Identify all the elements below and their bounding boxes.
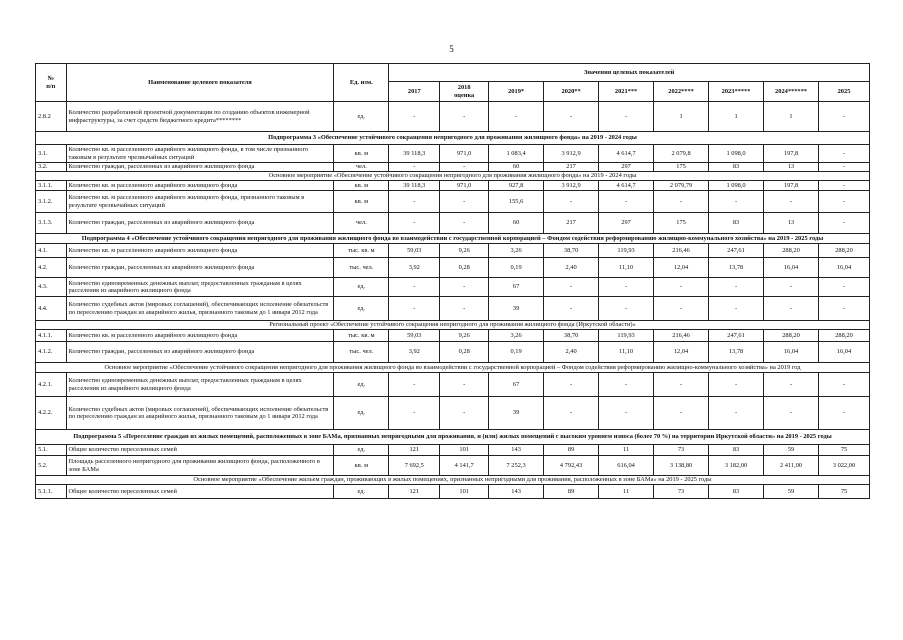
- value-cell: 217: [544, 213, 599, 234]
- value-cell: -: [819, 213, 870, 234]
- table-row: [36, 330, 870, 342]
- value-cell: 0,19: [489, 258, 544, 278]
- value-cell: 67: [489, 278, 544, 297]
- value-cell: -: [599, 102, 654, 132]
- value-cell: 7 252,3: [489, 456, 544, 476]
- value-cell: 1 083,4: [489, 145, 544, 163]
- row-number: 4.1.1.: [36, 330, 67, 342]
- value-cell: -: [489, 102, 544, 132]
- value-cell: 1: [764, 102, 819, 132]
- table-row: [36, 145, 870, 163]
- table-row: [36, 213, 870, 234]
- header-year: 2022****: [654, 82, 709, 102]
- indicator-name: Количество единовременных денежных выплат, предоставленных гражданам в целях расселения из аварийного жилищного фонда: [66, 278, 334, 297]
- value-cell: 83: [709, 213, 764, 234]
- value-cell: 39 118,3: [389, 145, 440, 163]
- value-cell: 4 614,7: [599, 181, 654, 191]
- value-cell: -: [764, 373, 819, 397]
- subprogram-title: Подпрограмма 3 «Обеспечение устойчивого сокращения непригодного для проживания жилищного фонда» на 2019 - 2024 годы: [36, 132, 870, 145]
- header-unit: Ед. изм.: [334, 64, 389, 102]
- value-cell: 2 079,8: [654, 145, 709, 163]
- value-cell: -: [819, 297, 870, 321]
- indicator-name: Количество кв. м расселенного аварийного жилищного фонда, признанного таковым в результате чрезвычайных ситуаций: [66, 191, 334, 213]
- value-cell: -: [544, 278, 599, 297]
- row-number: 5.2.: [36, 456, 67, 476]
- value-cell: 3,26: [489, 244, 544, 258]
- table-row: [36, 102, 870, 132]
- row-number: 3.2.: [36, 163, 67, 172]
- indicator-name: Количество граждан, расселенных из аварийного жилищного фонда: [66, 213, 334, 234]
- value-cell: 3 182,00: [709, 456, 764, 476]
- value-cell: 297: [599, 163, 654, 172]
- header-year: 2018 оценка: [440, 82, 489, 102]
- table-header: [36, 64, 870, 102]
- value-cell: 216,46: [654, 244, 709, 258]
- value-cell: 971,0: [440, 145, 489, 163]
- value-cell: -: [819, 181, 870, 191]
- table-row: [36, 297, 870, 321]
- header-indicator-name: Наименование целевого показателя: [66, 64, 334, 102]
- value-cell: 288,20: [764, 244, 819, 258]
- unit-cell: ед.: [334, 102, 389, 132]
- value-cell: 175: [654, 163, 709, 172]
- value-cell: 16,04: [819, 258, 870, 278]
- value-cell: 143: [489, 485, 544, 499]
- value-cell: 12,04: [654, 342, 709, 363]
- value-cell: 217: [544, 163, 599, 172]
- activity-row: [36, 363, 870, 373]
- value-cell: 3,26: [489, 330, 544, 342]
- value-cell: 288,20: [819, 244, 870, 258]
- value-cell: 11,10: [599, 342, 654, 363]
- value-cell: 3 138,80: [654, 456, 709, 476]
- unit-cell: ед.: [334, 397, 389, 430]
- value-cell: -: [709, 297, 764, 321]
- value-cell: 59: [764, 445, 819, 456]
- row-number: 4.2.1.: [36, 373, 67, 397]
- value-cell: -: [389, 278, 440, 297]
- value-cell: 119,93: [599, 244, 654, 258]
- table-row: [36, 342, 870, 363]
- value-cell: 60: [489, 163, 544, 172]
- row-number: 4.2.: [36, 258, 67, 278]
- indicator-name: Площадь расселенного непригодного для проживания жилищного фонда, расположенного в зоне БАМа: [66, 456, 334, 476]
- table-row: [36, 258, 870, 278]
- header-values-title: Значения целевых показателей: [389, 64, 870, 82]
- table-row: [36, 244, 870, 258]
- value-cell: -: [819, 191, 870, 213]
- unit-cell: чел.: [334, 213, 389, 234]
- value-cell: -: [440, 213, 489, 234]
- value-cell: 38,70: [544, 330, 599, 342]
- subprogram-row: [36, 430, 870, 445]
- value-cell: -: [440, 163, 489, 172]
- value-cell: 121: [389, 445, 440, 456]
- unit-cell: кв. м: [334, 191, 389, 213]
- value-cell: 175: [654, 213, 709, 234]
- value-cell: 2 079,79: [654, 181, 709, 191]
- value-cell: -: [389, 213, 440, 234]
- row-number: 4.1.2.: [36, 342, 67, 363]
- header-year: 2021***: [599, 82, 654, 102]
- value-cell: 59,03: [389, 244, 440, 258]
- row-number: 4.3.: [36, 278, 67, 297]
- value-cell: 0,19: [489, 342, 544, 363]
- value-cell: -: [654, 278, 709, 297]
- value-cell: 59,03: [389, 330, 440, 342]
- row-number: 5.1.1.: [36, 485, 67, 499]
- value-cell: 89: [544, 485, 599, 499]
- value-cell: 216,46: [654, 330, 709, 342]
- value-cell: -: [764, 278, 819, 297]
- indicator-name: Количество граждан, расселенных из аварийного жилищного фонда: [66, 163, 334, 172]
- subprogram-row: [36, 132, 870, 145]
- unit-cell: ед.: [334, 278, 389, 297]
- value-cell: 16,04: [764, 342, 819, 363]
- row-number: 4.1.: [36, 244, 67, 258]
- value-cell: 3 912,9: [544, 181, 599, 191]
- value-cell: -: [440, 278, 489, 297]
- value-cell: -: [764, 397, 819, 430]
- value-cell: 4 792,43: [544, 456, 599, 476]
- activity-title: Региональный проект «Обеспечение устойчивого сокращения непригодного для проживания жилищного фонда (Иркутской области)»: [36, 321, 870, 330]
- indicator-name: Количество судебных актов (мировых соглашений), обеспечивающих исполнение обязательств по переселению граждан из аварийного жилья, признанного таковым до 1 января 2012 года: [66, 297, 334, 321]
- value-cell: -: [389, 102, 440, 132]
- table-row: [36, 373, 870, 397]
- value-cell: -: [709, 191, 764, 213]
- value-cell: 60: [489, 213, 544, 234]
- value-cell: -: [389, 397, 440, 430]
- value-cell: 75: [819, 445, 870, 456]
- value-cell: -: [544, 397, 599, 430]
- value-cell: 39: [489, 397, 544, 430]
- value-cell: -: [599, 297, 654, 321]
- activity-row: [36, 476, 870, 485]
- value-cell: 39 118,3: [389, 181, 440, 191]
- value-cell: 9,26: [440, 244, 489, 258]
- subprogram-title: Подпрограмма 4 «Обеспечение устойчивого сокращения непригодного для проживания жилищного фонда во взаимодействии с государственной корпорацией – Фондом содействия реформированию жилищно-коммунального хозяйства» на 2019 - 2025 годы: [36, 234, 870, 244]
- value-cell: -: [599, 397, 654, 430]
- value-cell: 9,26: [440, 330, 489, 342]
- value-cell: 38,70: [544, 244, 599, 258]
- value-cell: -: [709, 373, 764, 397]
- value-cell: -: [709, 278, 764, 297]
- value-cell: 197,8: [764, 181, 819, 191]
- unit-cell: кв. м: [334, 145, 389, 163]
- value-cell: 143: [489, 445, 544, 456]
- value-cell: 0,28: [440, 258, 489, 278]
- value-cell: 247,61: [709, 330, 764, 342]
- table-row: [36, 456, 870, 476]
- value-cell: 12,04: [654, 258, 709, 278]
- value-cell: -: [599, 278, 654, 297]
- activity-row: [36, 321, 870, 330]
- value-cell: 11,10: [599, 258, 654, 278]
- value-cell: 101: [440, 485, 489, 499]
- header-year: 2024******: [764, 82, 819, 102]
- unit-cell: ед.: [334, 373, 389, 397]
- indicator-name: Количество судебных актов (мировых соглашений), обеспечивающих исполнение обязательств по переселению граждан из аварийного жилья, признанного таковым до 1 января 2012 года: [66, 397, 334, 430]
- row-number: 2.8.2: [36, 102, 67, 132]
- value-cell: -: [819, 145, 870, 163]
- value-cell: 247,61: [709, 244, 764, 258]
- indicator-name: Количество граждан, расселенных из аварийного жилищного фонда: [66, 342, 334, 363]
- value-cell: 297: [599, 213, 654, 234]
- value-cell: 16,04: [764, 258, 819, 278]
- value-cell: 119,93: [599, 330, 654, 342]
- table-row: [36, 397, 870, 430]
- indicator-name: Общее количество переселенных семей: [66, 445, 334, 456]
- value-cell: -: [440, 373, 489, 397]
- value-cell: -: [819, 102, 870, 132]
- value-cell: 16,04: [819, 342, 870, 363]
- value-cell: -: [819, 373, 870, 397]
- value-cell: -: [389, 373, 440, 397]
- value-cell: -: [654, 397, 709, 430]
- subprogram-row: [36, 234, 870, 244]
- row-number: 3.1.1.: [36, 181, 67, 191]
- value-cell: -: [654, 191, 709, 213]
- indicator-name: Количество разработанной проектной документации по созданию объектов инженерной инфраструктуры, за счет средств бюджетного кредита********: [66, 102, 334, 132]
- row-number: 3.1.2.: [36, 191, 67, 213]
- value-cell: -: [654, 297, 709, 321]
- value-cell: 1: [709, 102, 764, 132]
- activity-title: Основное мероприятие «Обеспечение устойчивого сокращения непригодного для проживания жилищного фонда во взаимодействии с государственной корпорацией – Фондом содействия реформированию жилищно-коммунального хозяйства» на 2019 год: [36, 363, 870, 373]
- value-cell: 3,92: [389, 342, 440, 363]
- value-cell: -: [819, 397, 870, 430]
- activity-row: [36, 172, 870, 181]
- indicator-name: Количество граждан, расселенных из аварийного жилищного фонда: [66, 258, 334, 278]
- indicator-name: Общее количество переселенных семей: [66, 485, 334, 499]
- unit-cell: кв. м: [334, 456, 389, 476]
- row-number: 3.1.: [36, 145, 67, 163]
- table-row: [36, 485, 870, 499]
- value-cell: 1 098,0: [709, 145, 764, 163]
- table-row: [36, 163, 870, 172]
- header-year: 2020**: [544, 82, 599, 102]
- target-indicators-table: [35, 63, 870, 499]
- header-year: 2025: [819, 82, 870, 102]
- value-cell: 73: [654, 485, 709, 499]
- value-cell: 288,20: [819, 330, 870, 342]
- value-cell: 0,28: [440, 342, 489, 363]
- unit-cell: ед.: [334, 297, 389, 321]
- value-cell: 11: [599, 485, 654, 499]
- value-cell: 155,6: [489, 191, 544, 213]
- activity-title: Основное мероприятие «Обеспечение жильем граждан, проживающих в жилых помещениях, признанных непригодными для проживания, расположенных в зоне БАМа» на 2019 - 2025 годы: [36, 476, 870, 485]
- value-cell: -: [599, 373, 654, 397]
- value-cell: 3 912,9: [544, 145, 599, 163]
- value-cell: 7 692,5: [389, 456, 440, 476]
- value-cell: 2,40: [544, 342, 599, 363]
- value-cell: -: [544, 102, 599, 132]
- value-cell: 83: [709, 485, 764, 499]
- header-year: 2019*: [489, 82, 544, 102]
- value-cell: 13: [764, 213, 819, 234]
- value-cell: -: [599, 191, 654, 213]
- value-cell: -: [764, 191, 819, 213]
- value-cell: -: [440, 297, 489, 321]
- value-cell: 2 411,00: [764, 456, 819, 476]
- subprogram-title: Подпрограмма 5 «Переселение граждан из жилых помещений, расположенных в зоне БАМа, признанных непригодными для проживания, и (или) жилых помещений с высоким уровнем износа (более 70 %) на территории Иркутской области» на 2019 - 2025 годы: [36, 430, 870, 445]
- value-cell: -: [764, 297, 819, 321]
- unit-cell: тыс. кв. м: [334, 244, 389, 258]
- unit-cell: тыс. кв. м: [334, 330, 389, 342]
- value-cell: -: [440, 397, 489, 430]
- value-cell: 288,20: [764, 330, 819, 342]
- value-cell: 971,0: [440, 181, 489, 191]
- value-cell: 73: [654, 445, 709, 456]
- row-number: 4.4.: [36, 297, 67, 321]
- indicator-name: Количество кв. м расселенного аварийного жилищного фонда, в том числе признанного таковым в результате чрезвычайных ситуаций: [66, 145, 334, 163]
- indicator-name: Количество кв. м расселенного аварийного жилищного фонда: [66, 330, 334, 342]
- value-cell: -: [440, 191, 489, 213]
- row-number: 5.1.: [36, 445, 67, 456]
- value-cell: 89: [544, 445, 599, 456]
- header-year: 2023*****: [709, 82, 764, 102]
- value-cell: -: [389, 191, 440, 213]
- value-cell: 197,8: [764, 145, 819, 163]
- value-cell: -: [440, 102, 489, 132]
- row-number: 3.1.3.: [36, 213, 67, 234]
- page-number: 5: [449, 44, 454, 54]
- value-cell: 2,40: [544, 258, 599, 278]
- unit-cell: чел.: [334, 163, 389, 172]
- table-row: [36, 181, 870, 191]
- value-cell: 13: [764, 163, 819, 172]
- value-cell: 927,8: [489, 181, 544, 191]
- indicator-name: Количество кв. м расселенного аварийного жилищного фонда: [66, 244, 334, 258]
- indicator-name: Количество кв. м расселенного аварийного жилищного фонда: [66, 181, 334, 191]
- value-cell: 75: [819, 485, 870, 499]
- table-row: [36, 278, 870, 297]
- value-cell: -: [654, 373, 709, 397]
- indicator-name: Количество единовременных денежных выплат, предоставленных гражданам в целях расселения из аварийного жилищного фонда: [66, 373, 334, 397]
- table-row: [36, 445, 870, 456]
- value-cell: 59: [764, 485, 819, 499]
- header-year: 2017: [389, 82, 440, 102]
- value-cell: 1: [654, 102, 709, 132]
- value-cell: 1 098,0: [709, 181, 764, 191]
- value-cell: 39: [489, 297, 544, 321]
- value-cell: -: [819, 163, 870, 172]
- activity-title: Основное мероприятие «Обеспечение устойчивого сокращения непригодного для проживания жилищного фонда» на 2019 - 2024 годы: [36, 172, 870, 181]
- value-cell: 4 614,7: [599, 145, 654, 163]
- value-cell: -: [819, 278, 870, 297]
- value-cell: 83: [709, 445, 764, 456]
- value-cell: 3 022,00: [819, 456, 870, 476]
- value-cell: 3,92: [389, 258, 440, 278]
- value-cell: -: [544, 373, 599, 397]
- value-cell: 13,78: [709, 258, 764, 278]
- table-row: [36, 191, 870, 213]
- unit-cell: кв. м: [334, 181, 389, 191]
- row-number: 4.2.2.: [36, 397, 67, 430]
- value-cell: 83: [709, 163, 764, 172]
- value-cell: 67: [489, 373, 544, 397]
- value-cell: -: [389, 297, 440, 321]
- value-cell: 616,04: [599, 456, 654, 476]
- value-cell: 11: [599, 445, 654, 456]
- unit-cell: ед.: [334, 445, 389, 456]
- value-cell: -: [709, 397, 764, 430]
- value-cell: -: [389, 163, 440, 172]
- unit-cell: ед.: [334, 485, 389, 499]
- unit-cell: тыс. чел.: [334, 258, 389, 278]
- value-cell: 101: [440, 445, 489, 456]
- value-cell: 121: [389, 485, 440, 499]
- value-cell: -: [544, 191, 599, 213]
- value-cell: 4 141,7: [440, 456, 489, 476]
- unit-cell: тыс. чел.: [334, 342, 389, 363]
- value-cell: -: [544, 297, 599, 321]
- table-body: [36, 102, 870, 499]
- header-num: № п/п: [36, 64, 67, 102]
- value-cell: 13,78: [709, 342, 764, 363]
